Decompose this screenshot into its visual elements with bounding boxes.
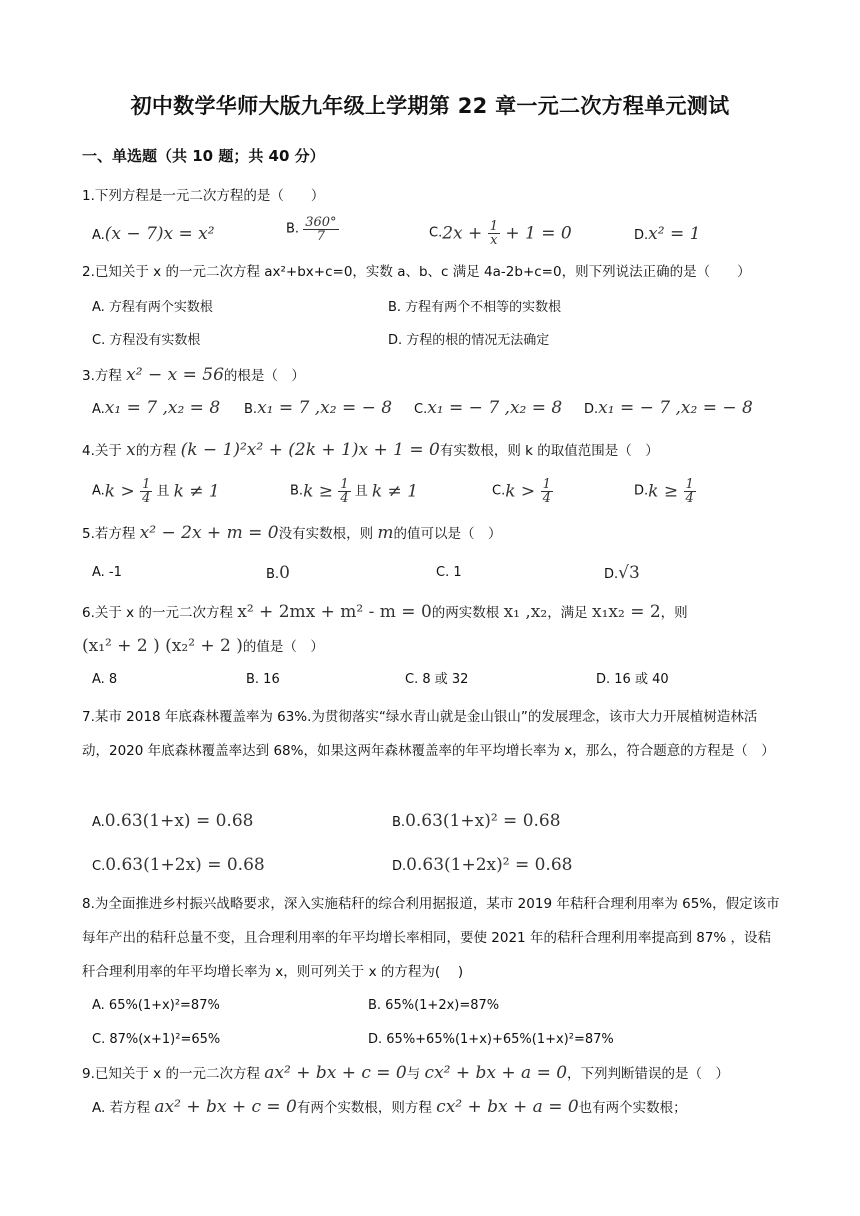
- q1-option-b: B. $\frac{360^\circ}{7}$: [286, 215, 337, 244]
- q6-option-a: A. 8: [92, 672, 118, 687]
- question-3-stem: 3.方程 x² − x = 56的根是（ ）: [82, 365, 305, 385]
- question-9-stem: 9.已知关于 x 的一元二次方程 ax² + bx + c = 0与 cx² + bx + a = 0，下列判断错误的是（ ）: [82, 1063, 730, 1083]
- q8-option-a: A. 65%(1+x)²=87%: [92, 998, 220, 1013]
- q4-option-b: B.k ≥ $\frac{1}{4}$ 且 k ≠ 1: [290, 477, 419, 506]
- q5-option-c: C. 1: [436, 565, 462, 580]
- question-1-stem: 1.下列方程是一元二次方程的是（ ）: [82, 188, 325, 204]
- q7-option-a: A.0.63(1+x) = 0.68: [92, 811, 254, 831]
- q3-option-a: A.x₁ = 7 ,x₂ = 8: [92, 398, 221, 418]
- question-6-stem: 6.关于 x 的一元二次方程 x² + 2mx + m² - m = 0的两实数根 x₁ ,x₂，满足 x₁x₂ = 2，则: [82, 602, 688, 622]
- q8-option-c: C. 87%(x+1)²=65%: [92, 1032, 221, 1047]
- q3-option-c: C.x₁ = − 7 ,x₂ = 8: [414, 398, 563, 418]
- q5-option-a: A. -1: [92, 565, 122, 580]
- q1-option-a: A.(x − 7)x = x²: [92, 224, 215, 244]
- fraction: $\frac{1}{4}$: [340, 477, 349, 506]
- q2-option-a: A. 方程有两个实数根: [92, 300, 213, 315]
- fraction: $\frac{1}{x}$: [489, 219, 498, 248]
- q2-option-b: B. 方程有两个不相等的实数根: [388, 300, 562, 315]
- q1-option-c: C.2x + $\frac{1}{x}$ + 1 = 0: [429, 219, 572, 248]
- fraction: $\frac{360^\circ}{7}$: [305, 215, 337, 244]
- question-2-stem: 2.已知关于 x 的一元二次方程 ax²+bx+c=0，实数 a、b、c 满足 4a-2b+c=0，则下列说法正确的是（ ）: [82, 264, 751, 280]
- q7-option-c: C.0.63(1+2x) = 0.68: [92, 855, 265, 875]
- fraction: $\frac{1}{4}$: [542, 477, 551, 506]
- q8-option-d: D. 65%+65%(1+x)+65%(1+x)²=87%: [368, 1032, 614, 1047]
- section-heading: 一、单选题（共 10 题；共 40 分）: [82, 147, 325, 165]
- question-6-line2: (x₁² + 2 ) (x₂² + 2 )的值是（ ）: [82, 636, 324, 656]
- question-5-stem: 5.若方程 x² − 2x + m = 0没有实数根，则 m的值可以是（ ）: [82, 523, 502, 543]
- fraction: $\frac{1}{4}$: [142, 477, 151, 506]
- q7-option-d: D.0.63(1+2x)² = 0.68: [392, 855, 573, 875]
- q9-option-a: A. 若方程 ax² + bx + c = 0有两个实数根，则方程 cx² + bx + a = 0也有两个实数根；: [92, 1097, 687, 1117]
- q6-option-b: B. 16: [246, 672, 280, 687]
- q3-option-b: B.x₁ = 7 ,x₂ = − 8: [244, 398, 393, 418]
- q4-option-c: C.k > $\frac{1}{4}$: [492, 477, 551, 506]
- q6-option-d: D. 16 或 40: [596, 672, 669, 687]
- q5-option-d: D.√3: [604, 563, 640, 583]
- document-title: 初中数学华师大版九年级上学期第 22 章一元二次方程单元测试: [130, 94, 730, 118]
- q2-option-c: C. 方程没有实数根: [92, 333, 201, 348]
- question-4-stem: 4.关于 x的方程 (k − 1)²x² + (2k + 1)x + 1 = 0有实数根，则 k 的取值范围是（ ）: [82, 440, 659, 460]
- q2-option-d: D. 方程的根的情况无法确定: [388, 333, 550, 348]
- q1-option-d: D.x² = 1: [634, 224, 701, 244]
- question-7-text: 7.某市 2018 年底森林覆盖率为 63%.为贯彻落实“绿水青山就是金山银山”的发展理念，该市大力开展植树造林活动，2020 年底森林覆盖率达到 68%，如果这两年森林覆盖率的年平均增长率为 x，那么，符合题意的方程是（ ）: [82, 709, 775, 759]
- fraction: $\frac{1}{4}$: [685, 477, 694, 506]
- q5-option-b: B.0: [266, 563, 290, 583]
- question-8-text: 8.为全面推进乡村振兴战略要求，深入实施秸秆的综合利用据报道，某市 2019 年秸秆合理利用率为 65%，假定该市每年产出的秸秆总量不变，且合理利用率的年平均增长率相同，要使 2021 年的秸秆合理利用率提高到 87% ，设秸秆合理利用率的年平均增长率为 x，则可列关于 x 的方程为( ): [82, 896, 780, 980]
- q7-option-b: B.0.63(1+x)² = 0.68: [392, 811, 561, 831]
- q4-option-a: A.k > $\frac{1}{4}$ 且 k ≠ 1: [92, 477, 220, 506]
- q4-option-d: D.k ≥ $\frac{1}{4}$: [634, 477, 694, 506]
- q6-option-c: C. 8 或 32: [405, 672, 469, 687]
- q3-option-d: D.x₁ = − 7 ,x₂ = − 8: [584, 398, 753, 418]
- q8-option-b: B. 65%(1+2x)=87%: [368, 998, 500, 1013]
